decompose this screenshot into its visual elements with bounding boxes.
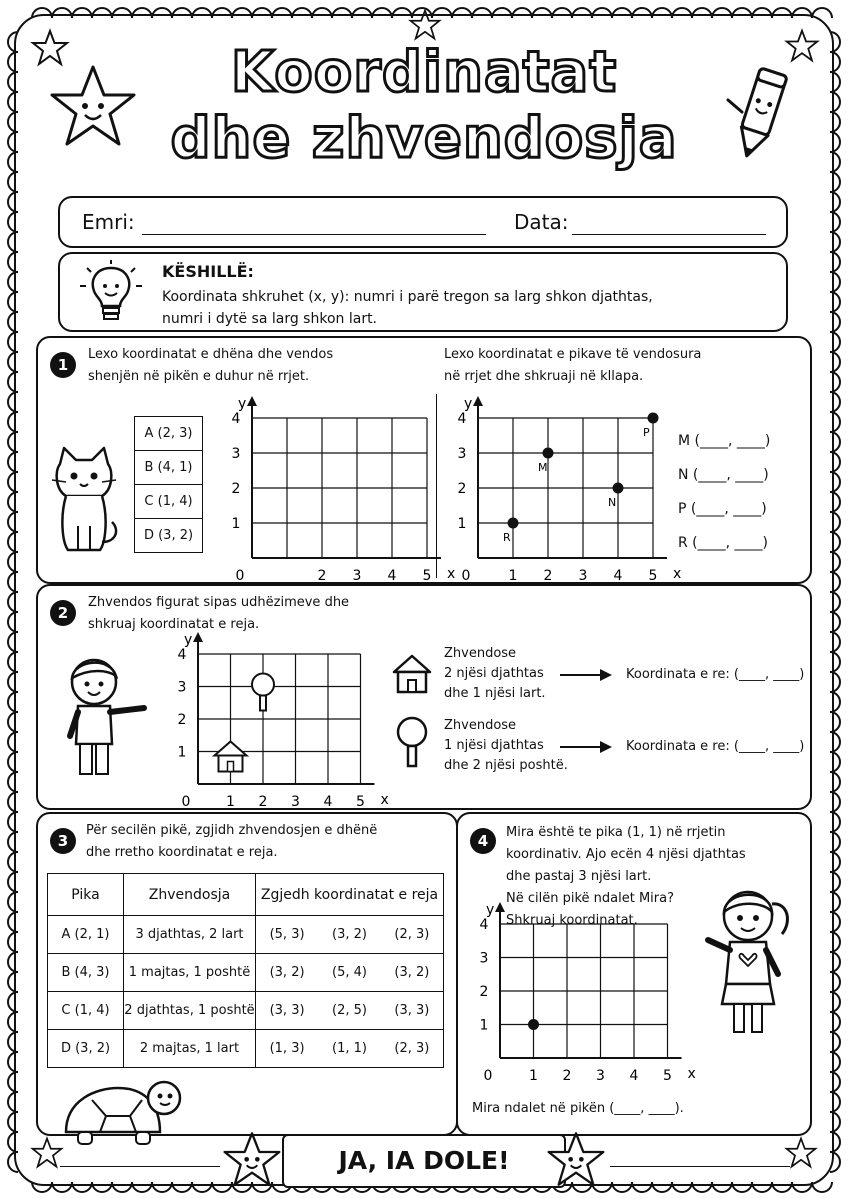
y-axis-arrow (495, 902, 505, 912)
cat-icon (46, 446, 122, 556)
option-cell[interactable]: (3, 3) (381, 992, 444, 1030)
move-line: 1 njësi djathtas (444, 738, 544, 753)
divider (436, 394, 437, 578)
y-tick-label: 1 (457, 516, 467, 532)
answer-list (678, 424, 770, 560)
tip-line-1: Koordinata shkruhet (x, y): numri i parë tregon sa larg shkon djathtas, (162, 289, 653, 305)
y-tick-label: 4 (177, 647, 187, 663)
answer-r[interactable]: R (____, ____) (678, 535, 769, 551)
girl-character-icon (698, 878, 798, 1046)
x-tick-label: 4 (613, 568, 623, 584)
option-cell[interactable]: (3, 2) (318, 916, 381, 954)
x-tick-label: 3 (352, 568, 362, 584)
instruction-line: Zhvendos figurat sipas udhëzimeve dhe (88, 595, 350, 610)
move-cell: 3 djathtas, 2 lart (124, 916, 256, 954)
exercise-4 (456, 812, 812, 1136)
instruction-line: Lexo koordinatat e dhëna dhe vendos (88, 347, 334, 362)
point-label: P (643, 426, 650, 439)
translation-choice-table (47, 873, 444, 1068)
answer-n[interactable]: N (____, ____) (678, 467, 769, 483)
option-cell[interactable]: (3, 2) (381, 954, 444, 992)
mira-start-point (528, 1019, 539, 1030)
y-axis-label: y (486, 902, 495, 918)
x-tick-label: 0 (483, 1068, 493, 1084)
point-label: N (608, 496, 617, 509)
instruction-line: shenjën në pikën e duhur në rrjet. (88, 369, 310, 384)
move-2-text (444, 716, 568, 776)
tip-title: KËSHILLË: (162, 262, 254, 281)
move-2-result[interactable]: Koordinata e re: (____, ____) (626, 739, 805, 754)
house-icon (390, 652, 434, 696)
worksheet-title (150, 40, 698, 172)
option-cell[interactable]: (1, 1) (318, 1030, 381, 1068)
x-tick-label: 3 (578, 568, 588, 584)
header-options: Zgjedh koordinatat e reja (256, 874, 444, 916)
x-axis-label: x (447, 566, 456, 582)
y-tick-label: 3 (457, 446, 467, 462)
move-1-text (444, 644, 546, 704)
move-cell: 1 majtas, 1 poshtë (124, 954, 256, 992)
title-line-1: Koordinatat (230, 40, 618, 105)
arrow-right-icon (560, 740, 612, 754)
x-tick-label: 5 (648, 568, 658, 584)
x-tick-label: 4 (387, 568, 397, 584)
x-tick-label: 1 (529, 1068, 538, 1084)
y-tick-label: 2 (177, 712, 187, 728)
mira-answer[interactable]: Mira ndalet në pikën (____, ____). (472, 1101, 684, 1116)
y-tick-label: 4 (231, 411, 241, 427)
exercise-number: 3 (50, 828, 76, 854)
option-cell[interactable]: (5, 3) (256, 916, 319, 954)
tree-on-grid-icon (252, 674, 274, 711)
exercise-2-instruction (88, 592, 349, 636)
exercise-1 (36, 336, 812, 584)
x-tick-label: 5 (422, 568, 432, 584)
header-point: Pika (48, 874, 124, 916)
small-star-icon (784, 1136, 818, 1170)
y-axis-label: y (184, 632, 193, 648)
given-point-cell: B (4, 1) (135, 451, 203, 485)
exercise-2 (36, 584, 812, 810)
point-r (508, 518, 519, 529)
given-point-cell: C (1, 4) (135, 485, 203, 519)
tip-box (58, 252, 788, 332)
date-field[interactable] (572, 234, 766, 235)
instruction-line: dhe rretho koordinatat e reja. (86, 845, 278, 860)
point-n (613, 483, 624, 494)
y-tick-label: 3 (177, 679, 187, 696)
smiling-star-icon (222, 1130, 282, 1190)
instruction-line: Lexo koordinatat e pikave të vendosura (444, 347, 702, 362)
table-row (48, 992, 444, 1030)
smiling-star-icon (546, 1130, 606, 1190)
title-line-2: dhe zhvendosja (170, 106, 678, 171)
point-cell: D (3, 2) (48, 1030, 124, 1068)
point-cell: A (2, 1) (48, 916, 124, 954)
option-cell[interactable]: (3, 2) (256, 954, 319, 992)
x-tick-label: 4 (323, 794, 333, 810)
option-cell[interactable]: (3, 3) (256, 992, 319, 1030)
exercise-number: 1 (50, 352, 76, 378)
instruction-line: shkruaj koordinatat e reja. (88, 617, 260, 632)
answer-p[interactable]: P (____, ____) (678, 501, 767, 517)
move-cell: 2 djathtas, 1 poshtë (124, 992, 256, 1030)
exercise-number: 2 (50, 600, 76, 626)
x-tick-label: 5 (356, 794, 365, 810)
coordinate-grid-shapes (168, 632, 398, 810)
x-tick-label: 3 (291, 794, 300, 810)
y-axis-arrow (473, 396, 483, 406)
option-cell[interactable]: (1, 3) (256, 1030, 319, 1068)
instruction-line: Shkruaj koordinatat. (506, 913, 638, 928)
name-field[interactable] (142, 234, 486, 235)
footer-line (60, 1166, 220, 1167)
x-tick-label: 2 (317, 568, 327, 584)
y-axis-label: y (464, 396, 473, 412)
point-p (648, 413, 659, 424)
instruction-line: koordinativ. Ajo ecën 4 njësi djathtas (506, 847, 746, 862)
arrow-right-icon (560, 668, 612, 682)
boy-pointing-icon (60, 652, 150, 782)
instruction-line: Mira është te pika (1, 1) në rrjetin (506, 825, 726, 840)
move-cell: 2 majtas, 1 lart (124, 1030, 256, 1068)
y-axis-arrow (247, 396, 257, 406)
exercise-3-instruction (86, 820, 377, 864)
given-point-cell: D (3, 2) (135, 519, 203, 553)
date-label: Data: (514, 210, 569, 234)
name-date-box (58, 196, 788, 248)
option-cell[interactable]: (2, 3) (381, 916, 444, 954)
turtle-icon (56, 1072, 186, 1152)
instruction-line: dhe pastaj 3 njësi lart. (506, 869, 652, 884)
point-label: M (538, 461, 548, 474)
instruction-line: Në cilën pikë ndalet Mira? (506, 891, 674, 906)
x-tick-label: 2 (258, 794, 268, 810)
pencil-character-icon (720, 60, 800, 170)
coordinate-grid-left[interactable] (224, 396, 456, 584)
y-tick-label: 1 (177, 744, 187, 761)
footer-line (610, 1166, 790, 1167)
y-tick-label: 1 (479, 1017, 489, 1034)
x-tick-label: 0 (461, 568, 471, 584)
instruction-line: Për secilën pikë, zgjidh zhvendosjen e dhënë (86, 823, 378, 838)
x-tick-label: 2 (562, 1068, 572, 1084)
move-line: dhe 2 njësi poshtë. (444, 758, 568, 773)
exercise-number: 4 (470, 828, 496, 854)
name-label: Emri: (82, 210, 135, 234)
point-cell: C (1, 4) (48, 992, 124, 1030)
y-tick-label: 2 (479, 984, 489, 1000)
x-tick-label: 1 (508, 568, 518, 584)
x-tick-label: 1 (226, 794, 235, 810)
y-axis-label: y (238, 396, 247, 412)
x-tick-label: 5 (663, 1068, 672, 1084)
x-tick-label: 0 (181, 794, 191, 810)
table-row (48, 1030, 444, 1068)
y-tick-label: 4 (479, 917, 489, 933)
option-cell[interactable]: (5, 4) (318, 954, 381, 992)
y-tick-label: 3 (479, 950, 489, 967)
small-star-icon (30, 1136, 64, 1170)
exercise-1-right-instruction (444, 344, 701, 388)
move-line: Zhvendose (444, 718, 517, 733)
success-banner: JA, IA DOLE! (282, 1134, 566, 1188)
x-tick-label: 4 (629, 1068, 639, 1084)
x-tick-label: 3 (596, 1068, 605, 1084)
point-label: R (503, 531, 511, 544)
point-m (543, 448, 554, 459)
instruction-line: në rrjet dhe shkruaji në kllapa. (444, 369, 644, 384)
x-tick-label: 2 (543, 568, 553, 584)
header-move: Zhvendosja (124, 874, 256, 916)
small-star-icon (784, 28, 820, 64)
given-points-table (134, 416, 203, 553)
x-axis-label: x (380, 792, 389, 808)
top-star-icon (408, 8, 442, 42)
y-tick-label: 2 (231, 481, 241, 497)
move-line: Zhvendose (444, 646, 517, 661)
tip-line-2: numri i dytë sa larg shkon lart. (162, 311, 378, 327)
tip-text (162, 286, 722, 330)
option-cell[interactable]: (2, 3) (381, 1030, 444, 1068)
exercise-1-left-instruction (88, 344, 333, 388)
house-on-grid-icon (215, 742, 247, 772)
y-tick-label: 3 (231, 446, 241, 462)
x-tick-label: 0 (235, 568, 245, 584)
given-point-cell: A (2, 3) (135, 417, 203, 451)
move-line: dhe 1 njësi lart. (444, 686, 546, 701)
move-1-result[interactable]: Koordinata e re: (____, ____) (626, 667, 805, 682)
coordinate-grid-right (442, 396, 682, 584)
y-tick-label: 2 (457, 481, 467, 497)
tree-icon (394, 716, 430, 768)
point-cell: B (4, 3) (48, 954, 124, 992)
move-line: 2 njësi djathtas (444, 666, 544, 681)
y-tick-label: 1 (231, 516, 241, 532)
lightbulb-icon (74, 258, 148, 330)
table-row (48, 916, 444, 954)
table-row (48, 954, 444, 992)
option-cell[interactable]: (2, 5) (318, 992, 381, 1030)
answer-m[interactable]: M (____, ____) (678, 433, 771, 449)
x-axis-label: x (673, 566, 682, 582)
smiling-star-icon (48, 62, 138, 152)
x-axis-label: x (687, 1066, 696, 1082)
y-tick-label: 4 (457, 411, 467, 427)
